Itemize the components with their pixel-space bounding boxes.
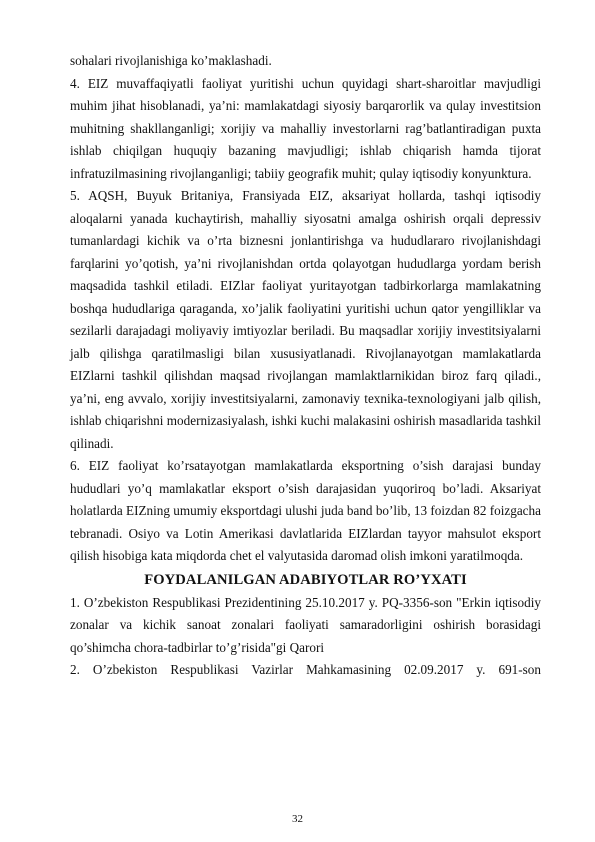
reference-item: 2. O’zbekiston Respublikasi Vazirlar Mahkamasining 02.09.2017 y. 691-son (70, 662, 541, 677)
paragraph-6: 6. EIZ faoliyat ko’rsatayotgan mamlakatlarda eksportning o’sish darajasi bunday hududlari yo’q mamlakatlar eksport o’sish darajasidan yuqoriroq bo’ladi. Aksariyat holatlarda EIZning umumiy eksportdagi ulushi juda band bo’lib, 13 foizdan 82 foizgacha tebranadi. Osiyo va Lotin Amerikasi davlatlarida EIZlardan tayyor mahsulot eksport qilish hisobiga kata miqdorda chet el valyutasida daromad olish imkoni yaratilmoqda. (70, 458, 541, 563)
paragraph-5: 5. AQSH, Buyuk Britaniya, Fransiyada EIZ, aksariyat hollarda, tashqi iqtisodiy aloqalarni yanada kuchaytirish, mahalliy siyosatni amalga oshirish orqali depressiv tumanlardagi kichik va o’rta biznesni jonlantirishga va hududlararo rivojlanishdagi farqlarini yo’qotish, ya’ni rivojlanishdan ortda qolayotgan hududlarga yordam berish maqsadida tashkil etiladi. EIZlar faoliyat yuritayotgan tadbirkorlarga mamlakatning boshqa hududlariga qaraganda, xo’jalik faoliyatini yuritishi uchun qator yengilliklar va sezilarli darajadagi moliyaviy imtiyozlar beriladi. Bu maqsadlar xorijiy investitsiyalarni jalb qilishga qaratilmasligi bilan xususiyatlanadi. Rivojlanayotgan mamlakatlarda EIZlarni tashkil qilishdan maqsad rivojlangan mamlaktlarnikidan biroz farq qiladi., ya’ni, eng avvalo, xorijiy investitsiyalarni, zamonaviy texnika-texnologiyani jalb qilish, ishlab chiqarishni modernizasiyalash, ishki kuchi malakasini oshirish masadlarida tashkil qilinadi. (70, 188, 541, 451)
paragraph-intro: sohalari rivojlanishiga ko’maklashadi. (70, 53, 272, 68)
document-page (70, 50, 541, 682)
paragraph-4: 4. EIZ muvaffaqiyatli faoliyat yuritishi uchun quyidagi shart-sharoitlar mavjudligi muhim jihat hisoblanadi, ya’ni: mamlakatdagi siyosiy barqarorlik va qulay investitsion muhitning shakllanganligi; xorijiy va mahalliy investorlarni rag’batlantiradigan puxta ishlab chiqilgan huquqiy bazaning mavjudligi; ishlab chiqarish hamda tijorat infratuzilmasining rivojlanganligi; tabiiy geografik muhit; qulay iqtisodiy konyunktura. (70, 75, 541, 181)
page-number: 32 (292, 813, 303, 825)
reference-item: 1. O’zbekiston Respublikasi Prezidentining 25.10.2017 y. PQ-3356-son "Erkin iqtisodiy zonalar va kichik sanoat zonalari faoliyati samaradorligini oshirish borasidagi qo’shimcha chora-tadbirlar to’g’risida"gi Qarori (70, 594, 541, 655)
references-heading: FOYDALANILGAN ADABIYOTLAR RO’YXATI (144, 571, 467, 588)
